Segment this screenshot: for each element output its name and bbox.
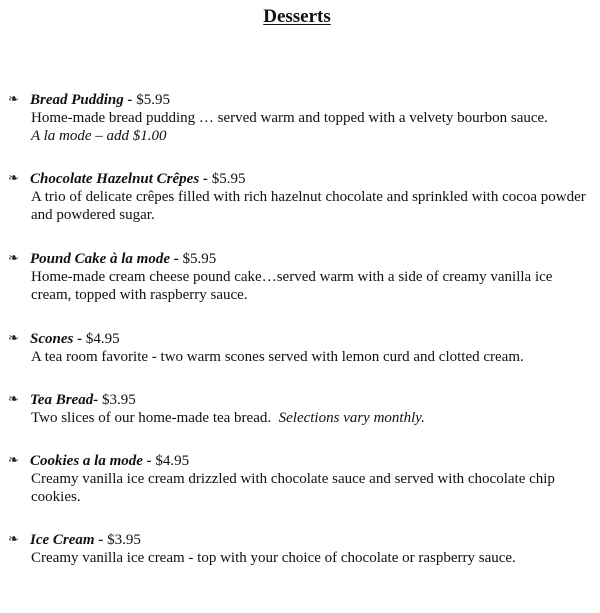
item-header [8,329,594,348]
item-description: A tea room favorite - two warm scones served with lemon curd and clotted cream. [31,349,524,365]
item-description: Creamy vanilla ice cream drizzled with chocolate sauce and served with chocolate chip cookies. [31,471,555,505]
item-separator: - [94,532,108,548]
item-separator: - [73,331,86,347]
page-title: Desserts [263,6,331,27]
fleuron-bullet-icon: ❧ [8,452,19,467]
fleuron-bullet-icon: ❧ [8,330,19,345]
menu-item [8,451,594,506]
item-header [8,390,594,409]
item-header [8,169,594,188]
menu-item [8,90,594,145]
item-header [8,451,594,470]
item-header [8,530,594,549]
fleuron-bullet-icon: ❧ [8,170,19,185]
item-addon-note: A la mode – add $1.00 [31,128,167,144]
item-price: $5.95 [136,92,171,108]
item-price: $5.95 [211,171,246,187]
item-description: Creamy vanilla ice cream - top with your choice of chocolate or raspberry sauce. [31,550,516,566]
item-price: $3.95 [107,532,141,548]
item-name: Cookies a la mode [30,453,143,469]
menu-item [8,530,594,567]
menu-item [8,249,594,304]
fleuron-bullet-icon: ❧ [8,391,19,406]
item-name: Scones [30,331,74,347]
item-header [8,90,594,109]
item-price: $3.95 [101,392,136,408]
item-description: Home-made cream cheese pound cake…served warm with a side of creamy vanilla ice cream, topped with raspberry sauce. [31,269,553,303]
item-separator: - [93,392,102,408]
item-name: Pound Cake à la mode [30,251,171,267]
item-description: A trio of delicate crêpes filled with rich hazelnut chocolate and sprinkled with cocoa powder and powdered sugar. [31,189,586,223]
item-description-text: Two slices of our home-made tea bread. [31,410,272,426]
item-price: $4.95 [155,453,190,469]
item-price: $4.95 [85,331,120,347]
item-separator: - [199,171,212,187]
fleuron-bullet-icon: ❧ [8,250,19,265]
menu-item [8,169,594,224]
menu-item [8,329,594,366]
fleuron-bullet-icon: ❧ [8,91,19,106]
item-price: $5.95 [182,251,217,267]
item-header [8,249,594,268]
item-name: Tea Bread [30,392,94,408]
item-separator: - [123,92,137,108]
item-description-note: Selections vary monthly. [278,410,425,426]
menu-item [8,390,594,427]
item-name: Ice Cream [30,532,95,548]
item-description [8,409,594,427]
item-separator: - [142,453,156,469]
item-name: Bread Pudding [30,92,124,108]
item-description: Home-made bread pudding … served warm and topped with a velvety bourbon sauce. [31,110,548,126]
fleuron-bullet-icon: ❧ [8,531,19,546]
item-separator: - [170,251,183,267]
item-name: Chocolate Hazelnut Crêpes [30,171,200,187]
